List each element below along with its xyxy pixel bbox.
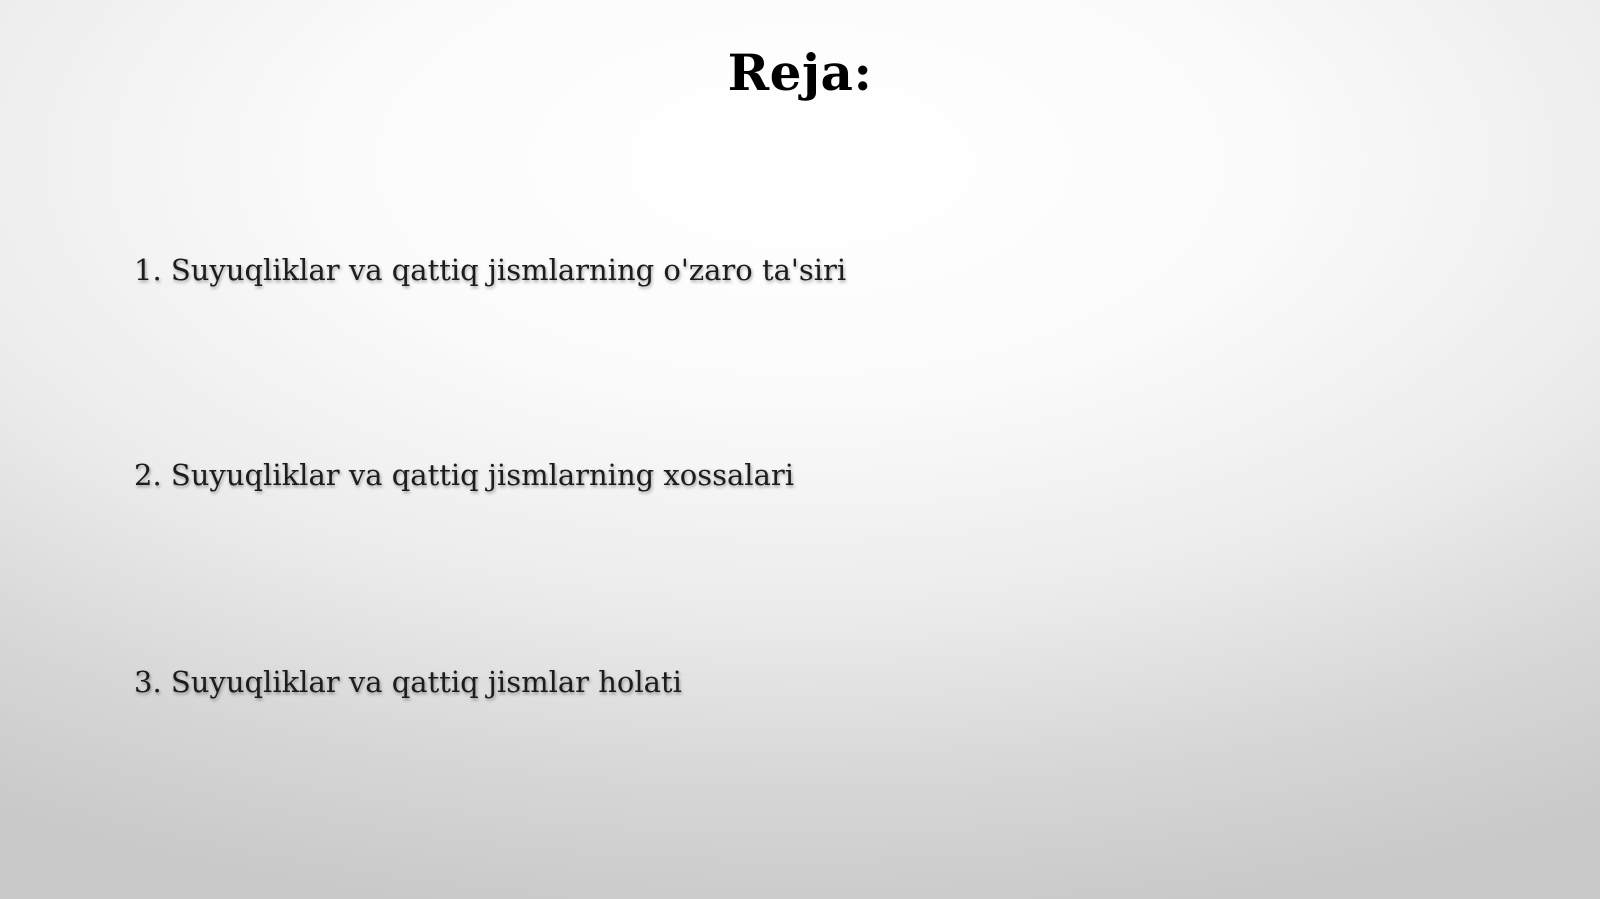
plan-item-2: 2. Suyuqliklar va qattiq jismlarning xossalari (134, 458, 794, 492)
plan-item-3: 3. Suyuqliklar va qattiq jismlar holati (134, 665, 682, 699)
slide-title: Reja: (727, 43, 873, 102)
plan-item-1: 1. Suyuqliklar va qattiq jismlarning o'zaro ta'siri (134, 253, 847, 287)
